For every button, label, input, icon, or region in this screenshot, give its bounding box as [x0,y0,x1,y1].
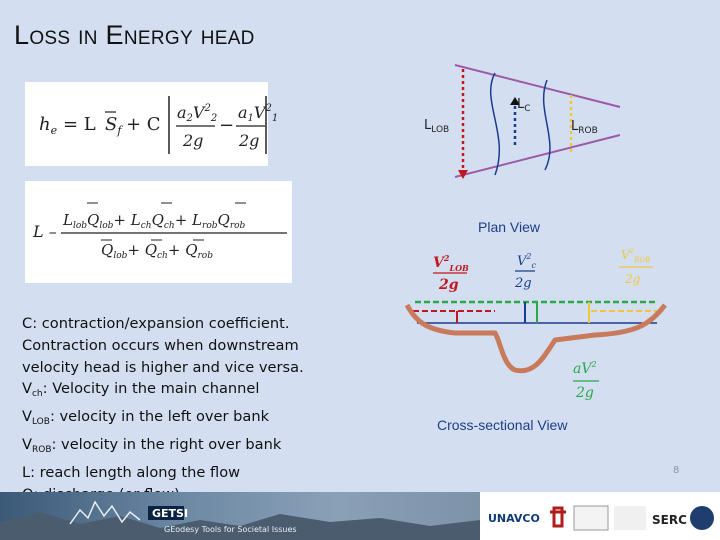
eq2-denominator: $Q_{lob}+ Q_{ch}+ Q_{rob}$ [101,241,213,261]
serc-logo: SERC [652,513,687,527]
definition-line: $V_{ROB}$: velocity in the right over bank [22,435,282,455]
head-rob [619,247,653,286]
reach-length-equation [25,181,292,283]
definition-line: velocity head is higher and vice versa. [22,358,304,376]
cross-section-diagram [395,245,685,415]
variable-definitions [22,313,352,505]
svg-text:V2c: $V^2_c$ [517,252,536,270]
svg-text:aV2: $aV^2$ [573,360,597,377]
svg-text:V2ROB: $V^2_{ROB}$ [621,247,651,264]
head-lob [433,253,469,293]
upstream-section-line [455,65,620,107]
eq1-2g-left: 2g [183,131,204,150]
partner-logos [484,498,720,538]
slide-title: Loss in Energy head [14,20,255,50]
left-bank-line [491,73,500,175]
reach-length-equation-graphic [25,181,292,283]
head-alpha [573,360,599,401]
plan-view-diagram [395,55,635,190]
getsi-tagline: GEodesy Tools for Societal Issues [164,525,297,534]
eq2-numerator: $L_{lob}Q_{lob}+ L_{ch}Q_{ch}+ L_{rob}Q_{rob}$ [63,211,246,231]
eq1-2g-right: 2g [239,131,260,150]
page-number: 8 [673,465,680,476]
svg-text:V2LOB: $V^2_{LOB}$ [433,253,469,273]
definition-line: C: contraction/expansion coefficient. [22,315,290,332]
definition-line: $V_{ch}$: Velocity in the main channel [22,380,260,400]
label-l-lob: $L_{LOB}$ [424,118,450,135]
definition-line: L: reach length along the flow [22,463,241,481]
eq1-minus: − [219,115,235,136]
label-l-c: $L_C$ [517,97,531,114]
eq1-sf: $S_f$ [105,114,122,137]
right-bank-line [544,80,550,170]
svg-text:2g: 2g [439,277,459,293]
eq1-plus-c: + C [126,114,161,135]
eq1-a1v1: $a1V^2_1$ [238,103,279,124]
svg-text:2g: 2g [576,385,594,401]
nsf-logo-icon [690,506,714,530]
carleton-logo-icon [574,506,608,530]
energy-loss-equation-graphic [25,82,279,166]
head-channel [514,252,536,291]
definition-line: Contraction occurs when downstream [22,336,299,354]
indiana-logo-icon [550,508,566,526]
eq1-he: $h_e$ [39,114,58,137]
idaho-state-logo-icon [614,506,646,530]
footer-photo-strip [0,492,480,540]
unavco-logo: UNAVCO [488,512,540,525]
eq2-lhs: L – [33,222,57,241]
getsi-logo-text: GETSI [152,507,189,520]
energy-loss-equation [25,82,279,166]
label-l-rob: $L_{ROB}$ [571,119,598,136]
plan-view-label: Plan View [478,219,541,235]
svg-text:2g: 2g [625,272,641,286]
eq1-a2v2: $a2V^2_2$ [177,103,218,124]
eq1-equals-l: = L [63,114,96,135]
downstream-section-line [455,135,620,177]
cross-section-label: Cross-sectional View [437,417,568,433]
svg-text:2g: 2g [515,276,532,291]
definition-line: $V_{LOB}$: velocity in the left over bank [22,408,270,428]
